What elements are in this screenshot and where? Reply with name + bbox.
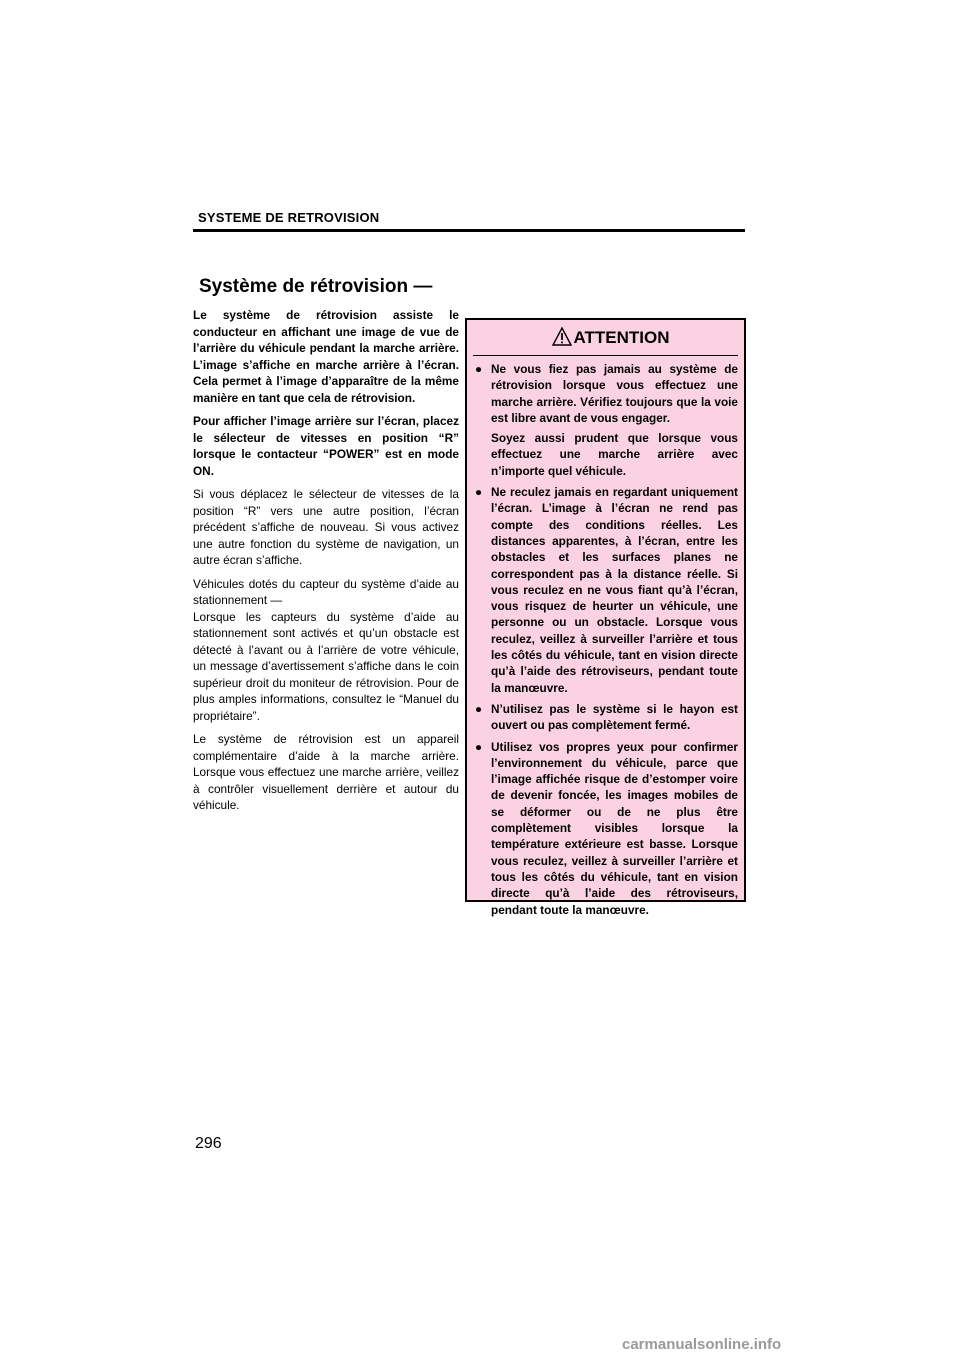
running-header: SYSTEME DE RETROVISION <box>198 210 380 225</box>
parking-sensor-text: Lorsque les capteurs du système d’aide au stationnement sont activés et qu’un obstacle est détecté à l’avant ou à l’arrière de votre véhicule, un message d’avertissement s’affiche dans le coin supérieur droit du moniteur de rétrovision. Pour de plus amples informations, consultez le “Manuel du propriétaire”. <box>193 609 459 723</box>
attention-box <box>465 318 746 917</box>
attention-body <box>467 356 744 918</box>
header-rule <box>193 229 745 232</box>
attention-item <box>475 361 738 479</box>
attention-item-subtext: Soyez aussi prudent que lorsque vous effectuez une marche arrière avec n’importe quel véhicule. <box>491 431 738 478</box>
attention-item-text: N’utilisez pas le système si le hayon est ouvert ou pas complètement fermé. <box>491 701 738 733</box>
warning-triangle-icon <box>552 327 572 347</box>
instruction-paragraph: Pour afficher l’image arrière sur l’écran, placez le sélecteur de vitesses en position “R” lorsque le contacteur “POWER” est en mode ON. <box>193 414 459 478</box>
attention-item <box>475 484 738 696</box>
gear-change-paragraph: Si vous déplacez le sélecteur de vitesses de la position “R” vers une autre position, l’écran précédent s’affiche de nouveau. Si vous activez une autre fonction du système de navigation, un autre écran s’affiche. <box>193 487 459 567</box>
attention-item-text: Ne vous fiez pas jamais au système de rétrovision lorsque vous effectuez une marche arrière. Vérifiez toujours que la voie est libre avant de vous engager. <box>491 362 738 425</box>
intro-paragraph: Le système de rétrovision assiste le conducteur en affichant une image de vue de l’arrière du véhicule pendant la marche arrière. L’image s’affiche en marche arrière à l’écran. Cela permet à l’image d’apparaître de la même manière en tant que cela de rétrovision. <box>193 308 459 405</box>
body-text-column <box>193 307 459 821</box>
bullet-icon: ● <box>475 701 483 716</box>
section-title: Système de rétrovision — <box>199 276 433 297</box>
supplementary-paragraph: Le système de rétrovision est un appareil complémentaire d’aide à la marche arrière. Lorsque vous effectuez une marche arrière, veillez à contrôler visuellement derrière et autour du véhicule. <box>193 732 459 812</box>
attention-item <box>475 701 738 734</box>
attention-header <box>467 320 744 355</box>
bullet-icon: ● <box>475 485 483 500</box>
attention-item-text: Ne reculez jamais en regardant uniquement l’écran. L’image à l’écran ne rend pas compte des conditions réelles. Les distances apparentes, à l’écran, entre les obstacles et les surfaces planes ne correspondent pas à la distance réelle. Si vous reculez en ne vous fiant qu’à l’écran, vous risquez de heurter un véhicule, une personne ou un obstacle. Lorsque vous reculez, veillez à surveiller l’arrière et tous les côtés du véhicule, tant en vision directe qu’à l’aide des rétroviseurs, pendant toute la manœuvre. <box>491 485 738 695</box>
bullet-icon: ● <box>475 362 483 376</box>
attention-item <box>475 739 738 918</box>
page-number: 296 <box>195 1135 222 1152</box>
parking-sensor-heading: Véhicules dotés du capteur du système d’aide au stationnement — <box>193 576 459 607</box>
attention-title: ATTENTION <box>573 328 670 347</box>
attention-item-text: Utilisez vos propres yeux pour confirmer l’environnement du véhicule, parce que l’image affichée risque de d’estomper voire de devenir foncée, les images mobiles de se déformer ou de ne plus être complètement visibles lorsque la température extérieure est basse. Lorsque vous reculez, veillez à surveiller l’arrière et tous les côtés du véhicule, tant en vision directe qu’à l’aide des rétroviseurs, pendant toute la manœuvre. <box>491 739 738 917</box>
bullet-icon: ● <box>475 739 483 754</box>
watermark: carmanualsonline.info <box>622 1336 782 1353</box>
parking-sensor-paragraph <box>193 576 459 725</box>
